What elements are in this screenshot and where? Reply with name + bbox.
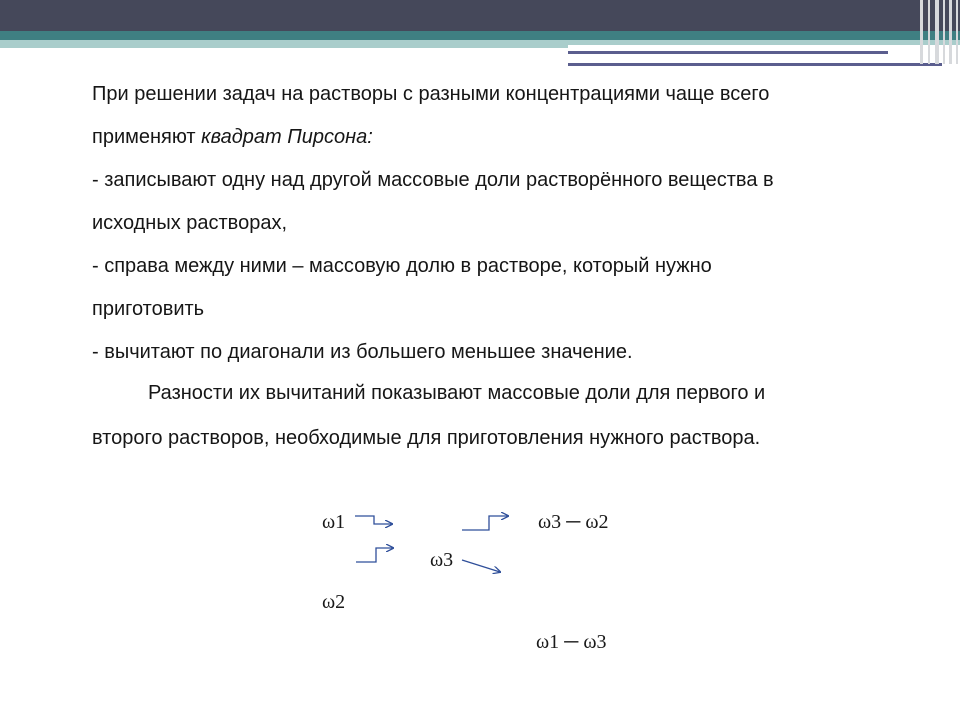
step-2-line-2: приготовить (92, 298, 205, 320)
scheme-diff-top: ω3 ─ ω2 (538, 511, 609, 533)
scheme-omega1: ω1 (322, 511, 346, 533)
scheme-omega2: ω2 (322, 591, 346, 613)
arrow-omega1-to-center (355, 516, 392, 524)
intro-line-2-prefix: применяют (92, 126, 202, 148)
result-line-2: второго растворов, необходимые для приготовления нужного раствора. (92, 427, 761, 449)
intro-line-1: При решении задач на растворы с разными концентрациями чаще всего (92, 83, 770, 105)
arrow-to-diff-bottom (462, 560, 500, 572)
step-2-line-1: - справа между ними – массовую долю в растворе, который нужно (92, 255, 712, 277)
pearson-square-term: квадрат Пирсона: (201, 126, 373, 148)
scheme-diff-bottom: ω1 ─ ω3 (536, 631, 607, 653)
arrow-to-diff-top (462, 516, 508, 530)
scheme-omega3: ω3 (430, 549, 454, 571)
result-line-1: Разности их вычитаний показывают массовые доли для первого и (148, 382, 766, 404)
step-3-line-1: - вычитают по диагонали из большего меньшее значение. (92, 341, 633, 363)
step-1-line-2: исходных растворах, (92, 212, 288, 234)
arrow-omega2-to-center (356, 548, 393, 562)
step-1-line-1: - записывают одну над другой массовые доли растворённого вещества в (92, 169, 774, 191)
